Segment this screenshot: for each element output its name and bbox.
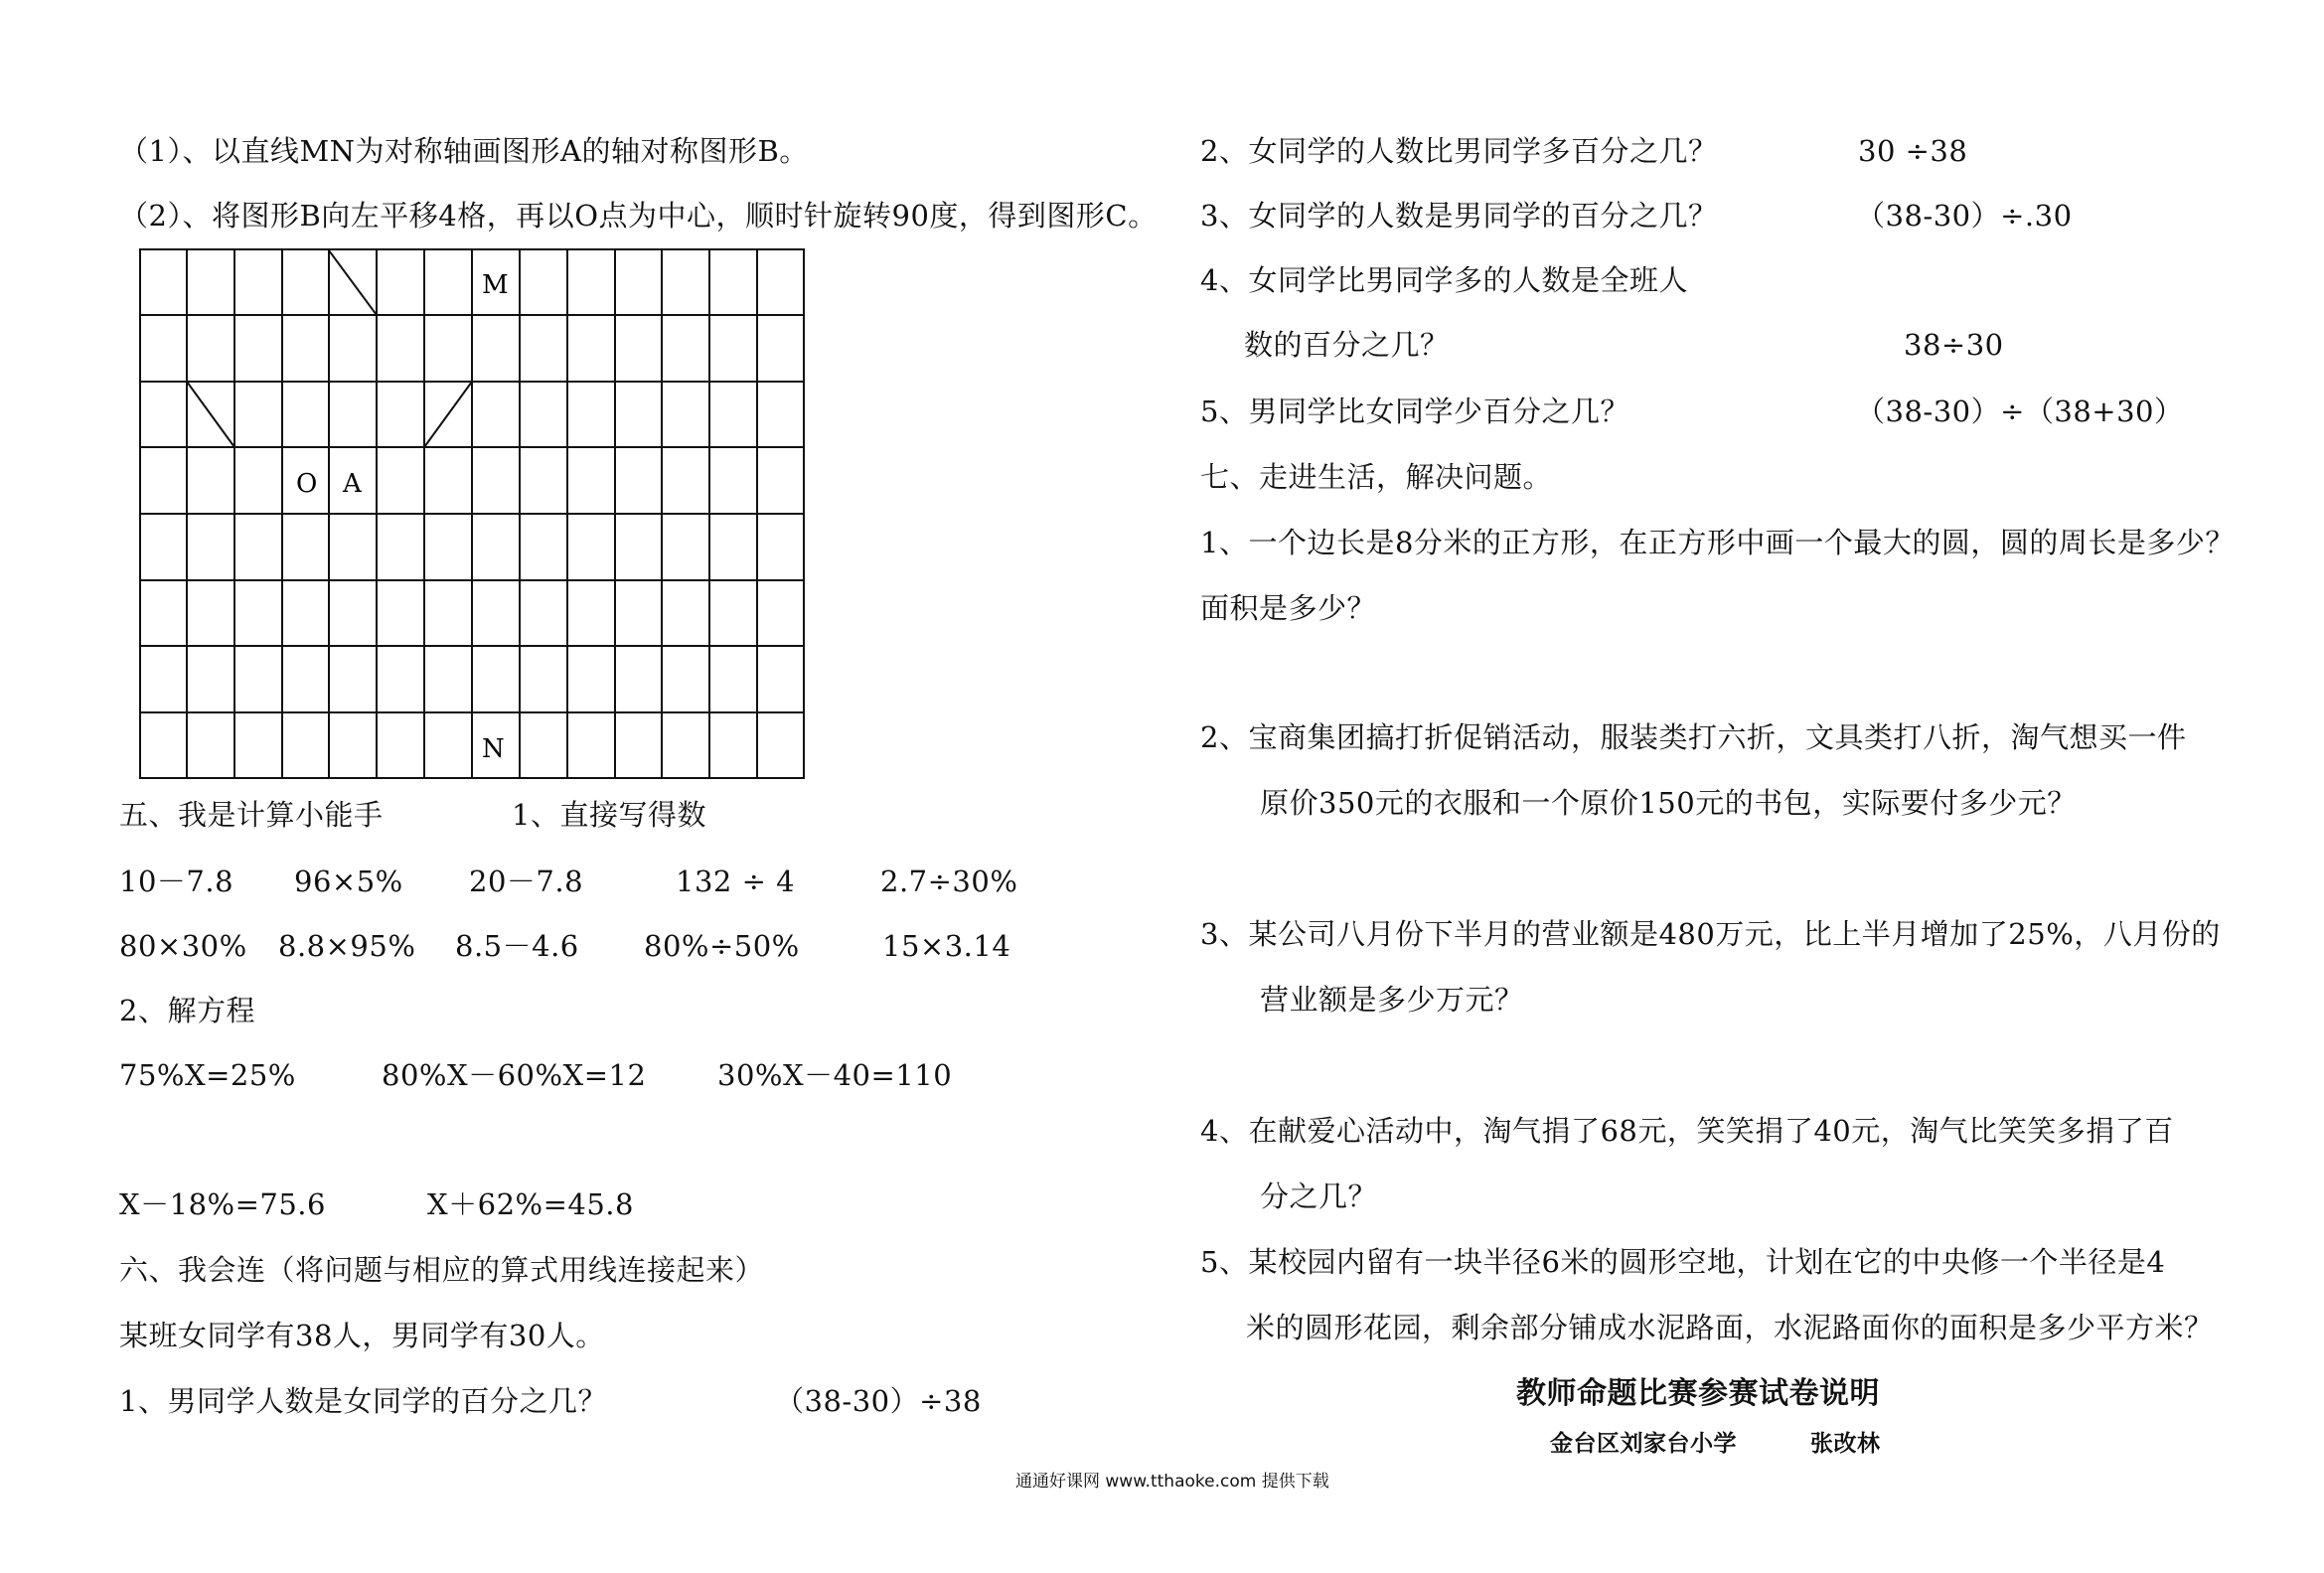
equation-item: X＋62%=45.8 — [427, 1187, 634, 1221]
match-question-cont: 数的百分之几？ — [1244, 328, 1450, 362]
school-name: 金台区刘家台小学 — [1550, 1431, 1737, 1457]
section-7-title: 七、走进生活，解决问题。 — [1200, 460, 1553, 494]
equations-title: 2、解方程 — [119, 994, 255, 1027]
match-answer: 38÷30 — [1904, 328, 2004, 362]
match-question: 2、女同学的人数比男同学多百分之几？ — [1200, 134, 1718, 168]
calc-item: 8.5－4.6 — [455, 929, 579, 963]
problem-2-line-2: 原价350元的衣服和一个原价150元的书包，实际要付多少元？ — [1260, 786, 2077, 820]
calc-item: 15×3.14 — [882, 929, 1011, 963]
section-6-intro: 某班女同学有38人，男同学有30人。 — [119, 1319, 605, 1352]
match-answer: （38-30）÷38 — [775, 1384, 982, 1418]
calc-item: 96×5% — [294, 865, 403, 898]
equation-item: 80%X－60%X=12 — [382, 1058, 647, 1092]
calc-item: 80×30% — [119, 929, 247, 963]
match-answer: 30 ÷38 — [1858, 134, 1968, 168]
point-o-label: O — [296, 469, 318, 499]
problem-4-line-1: 4、在献爱心活动中，淘气捐了68元，笑笑捐了40元，淘气比笑笑多捐了百 — [1200, 1114, 2174, 1148]
section-5-title: 五、我是计算小能手 — [119, 798, 384, 832]
calc-item: 20－7.8 — [469, 865, 584, 898]
calc-item: 8.8×95% — [278, 929, 416, 963]
author-name: 张改林 — [1810, 1431, 1881, 1457]
equation-item: 30%X－40=110 — [717, 1058, 953, 1092]
drawing-grid — [139, 248, 805, 779]
figure-a-label: A — [343, 469, 362, 499]
problem-2-line-1: 2、宝商集团搞打折促销活动，服装类打六折，文具类打八折，淘气想买一件 — [1200, 720, 2187, 754]
section-6-title: 六、我会连（将问题与相应的算式用线连接起来） — [119, 1253, 765, 1287]
figure-a-segment-top — [329, 250, 377, 315]
task-1-text: （1）、以直线MN为对称轴画图形A的轴对称图形B。 — [119, 134, 809, 168]
point-m-label: M — [482, 270, 509, 300]
problem-1-line-2: 面积是多少？ — [1200, 591, 1377, 625]
problem-4-line-2: 分之几？ — [1260, 1180, 1378, 1213]
problem-1-line-1: 1、一个边长是8分米的正方形，在正方形中画一个最大的圆，圆的周长是多少？ — [1200, 526, 2235, 559]
point-n-label: N — [482, 734, 505, 764]
section-5-subtitle: 1、直接写得数 — [512, 798, 706, 832]
grid-lines — [139, 248, 805, 779]
match-answer: （38-30）÷（38+30） — [1856, 394, 2184, 428]
footer-credit: 通通好课网 www.tthaoke.com 提供下载 — [1015, 1472, 1329, 1492]
problem-5-line-2: 米的圆形花园，剩余部分铺成水泥路面，水泥路面你的面积是多少平方米？ — [1246, 1311, 2214, 1344]
calc-item: 132 ÷ 4 — [676, 865, 796, 898]
problem-5-line-1: 5、某校园内留有一块半径6米的圆形空地，计划在它的中央修一个半径是4 — [1200, 1245, 2166, 1279]
problem-3-line-1: 3、某公司八月份下半月的营业额是480万元，比上半月增加了25%，八月份的 — [1200, 917, 2221, 951]
match-question: 1、男同学人数是女同学的百分之几？ — [119, 1384, 607, 1418]
calc-item: 10－7.8 — [119, 865, 234, 898]
figure-a-segment-left — [187, 382, 234, 447]
equation-item: X－18%=75.6 — [119, 1187, 326, 1221]
explanation-title: 教师命题比赛参赛试卷说明 — [1516, 1376, 1880, 1411]
match-question: 3、女同学的人数是男同学的百分之几？ — [1200, 199, 1718, 233]
task-2-text: （2）、将图形B向左平移4格，再以O点为中心，顺时针旋转90度，得到图形C。 — [119, 199, 1158, 233]
calc-item: 2.7÷30% — [880, 865, 1018, 898]
match-answer: （38-30）÷.30 — [1856, 199, 2073, 233]
calc-item: 80%÷50% — [644, 929, 800, 963]
figure-a-segment-right — [424, 382, 472, 447]
equation-item: 75%X=25% — [119, 1058, 296, 1092]
problem-3-line-2: 营业额是多少万元？ — [1260, 983, 1524, 1017]
match-question: 4、女同学比男同学多的人数是全班人 — [1200, 263, 1688, 297]
match-question: 5、男同学比女同学少百分之几？ — [1200, 394, 1629, 428]
